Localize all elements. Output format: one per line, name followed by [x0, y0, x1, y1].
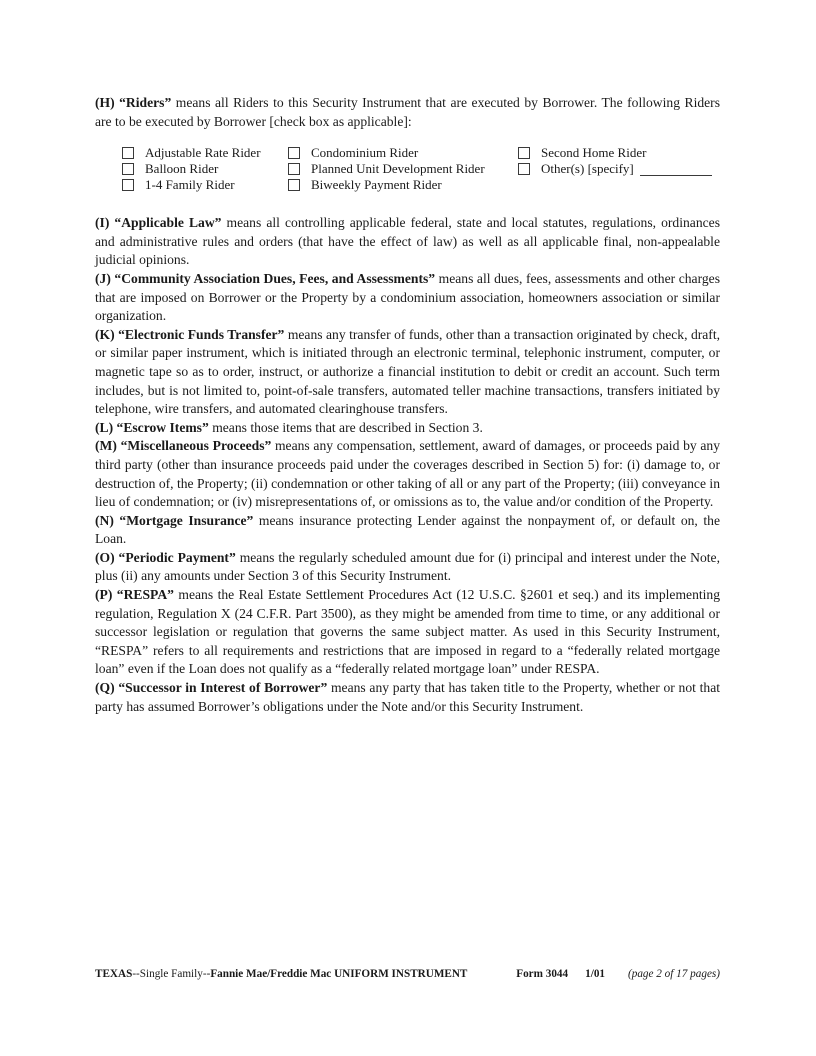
definition-O-term: (O) “Periodic Payment”	[95, 549, 236, 565]
checkbox-second-home-rider[interactable]	[518, 147, 530, 159]
rider-label: 1-4 Family Rider	[145, 177, 235, 193]
definition-K	[95, 326, 720, 419]
definition-N-text: means insurance protecting Lender against the nonpayment of, or default on, the Loan.	[95, 512, 720, 547]
footer-family: --Single Family--	[132, 968, 211, 980]
definition-Q-text: means any party that has taken title to the Property, whether or not that party has assumed Borrower’s obligations under the Note and/or this Security Instrument.	[95, 680, 720, 714]
definition-N	[95, 512, 720, 549]
definition-N-term: (N) “Mortgage Insurance”	[95, 512, 254, 528]
rider-label: Balloon Rider	[145, 161, 219, 177]
rider-label: Planned Unit Development Rider	[311, 161, 485, 177]
rider-option-planned-unit-development	[288, 161, 518, 177]
checkbox-biweekly-payment-rider[interactable]	[288, 179, 300, 191]
footer-state: TEXAS	[95, 968, 133, 980]
footer-form-number: Form 3044	[516, 968, 569, 980]
checkbox-balloon-rider[interactable]	[122, 163, 134, 175]
rider-option-biweekly-payment	[288, 177, 518, 193]
rider-option-condominium	[288, 145, 518, 161]
rider-label: Second Home Rider	[541, 145, 647, 161]
definition-M	[95, 437, 720, 511]
definition-Q	[95, 679, 720, 716]
definition-K-text: means any transfer of funds, other than a transaction originated by check, draft, or similar paper instrument, which is initiated through an electronic terminal, telephonic instrument, computer, or magnetic tape so as to order, instruct, or authorize a financial institution to debit or credit an account. Such term includes, but is not limited to, point-of-sale transfers, automated teller machine transactions, transfers initiated by telephone, wire transfers, and automated clearinghouse transfers.	[95, 326, 720, 417]
document-body	[95, 94, 720, 716]
checkbox-others-rider[interactable]	[518, 163, 530, 175]
checkbox-planned-unit-development-rider[interactable]	[288, 163, 300, 175]
definition-O	[95, 549, 720, 586]
definition-M-term: (M) “Miscellaneous Proceeds”	[95, 438, 272, 454]
riders-column-3	[518, 145, 720, 193]
definition-I-term: (I) “Applicable Law”	[95, 215, 222, 231]
definition-L	[95, 419, 720, 438]
definition-O-text: means the regularly scheduled amount due for (i) principal and interest under the Note, plus (ii) any amounts under Section 3 of this Security Instrument.	[95, 549, 720, 584]
definition-J-term: (J) “Community Association Dues, Fees, and Assessments”	[95, 270, 436, 286]
rider-option-second-home	[518, 145, 720, 161]
definition-P-term: (P) “RESPA”	[95, 587, 174, 603]
footer-revision: 1/01	[585, 968, 606, 980]
other-specify-input[interactable]	[640, 163, 712, 176]
rider-option-adjustable-rate	[122, 145, 288, 161]
definition-P-text: means the Real Estate Settlement Procedures Act (12 U.S.C. §2601 et seq.) and its implementing regulation, Regulation X (24 C.F.R. Part 3500), as they might be amended from time to time, or any additional or successor legislation or regulation that governs the same subject matter. As used in this Security Instrument, “RESPA” refers to all requirements and restrictions that are imposed in regard to a “federally related mortgage loan” even if the Loan does not qualify as a “federally related mortgage loan” under RESPA.	[95, 587, 721, 677]
riders-column-2	[288, 145, 518, 193]
definition-I	[95, 214, 720, 270]
page-footer	[95, 968, 720, 980]
definition-I-text: means all controlling applicable federal, state and local statutes, regulations, ordinances and administrative rules and orders (that have the effect of law) as well as all applicable final, non-appealable judicial opinions.	[95, 215, 720, 268]
riders-checkbox-group	[95, 145, 720, 193]
riders-column-1	[122, 145, 288, 193]
definition-H	[95, 94, 720, 131]
definition-H-text: means all Riders to this Security Instrument that are executed by Borrower. The following Riders are to be executed by Borrower [check box as applicable]:	[95, 95, 720, 129]
checkbox-1-4-family-rider[interactable]	[122, 179, 134, 191]
definition-J-text: means all dues, fees, assessments and other charges that are imposed on Borrower or the Property by a condominium association, homeowners association or similar organization.	[95, 270, 720, 324]
rider-option-others	[518, 161, 720, 177]
definition-L-term: (L) “Escrow Items”	[95, 419, 209, 435]
definition-P	[95, 586, 720, 679]
definition-Q-term: (Q) “Successor in Interest of Borrower”	[95, 680, 328, 696]
definition-H-term: (H) “Riders”	[95, 95, 172, 110]
checkbox-condominium-rider[interactable]	[288, 147, 300, 159]
checkbox-adjustable-rate-rider[interactable]	[122, 147, 134, 159]
footer-page-note: (page 2 of 17 pages)	[628, 968, 720, 980]
rider-label: Other(s) [specify]	[541, 161, 634, 177]
rider-label: Biweekly Payment Rider	[311, 177, 442, 193]
definition-K-term: (K) “Electronic Funds Transfer”	[95, 326, 285, 342]
rider-label: Condominium Rider	[311, 145, 419, 161]
rider-option-balloon	[122, 161, 288, 177]
footer-instrument: Fannie Mae/Freddie Mac UNIFORM INSTRUMENT	[210, 968, 468, 980]
rider-option-1-4-family	[122, 177, 288, 193]
definition-M-text: means any compensation, settlement, award of damages, or proceeds paid by any third party (other than insurance proceeds paid under the coverages described in Section 5) for: (i) damage to, or destruction of, the Property; (ii) condemnation or other taking of all or any part of the Property; (iii) conveyance in lieu of condemnation; or (iv) misrepresentations of, or omissions as to, the value and/or condition of the Property.	[95, 438, 720, 510]
definition-L-text: means those items that are described in Section 3.	[212, 419, 483, 435]
definition-J	[95, 270, 720, 326]
rider-label: Adjustable Rate Rider	[145, 145, 261, 161]
